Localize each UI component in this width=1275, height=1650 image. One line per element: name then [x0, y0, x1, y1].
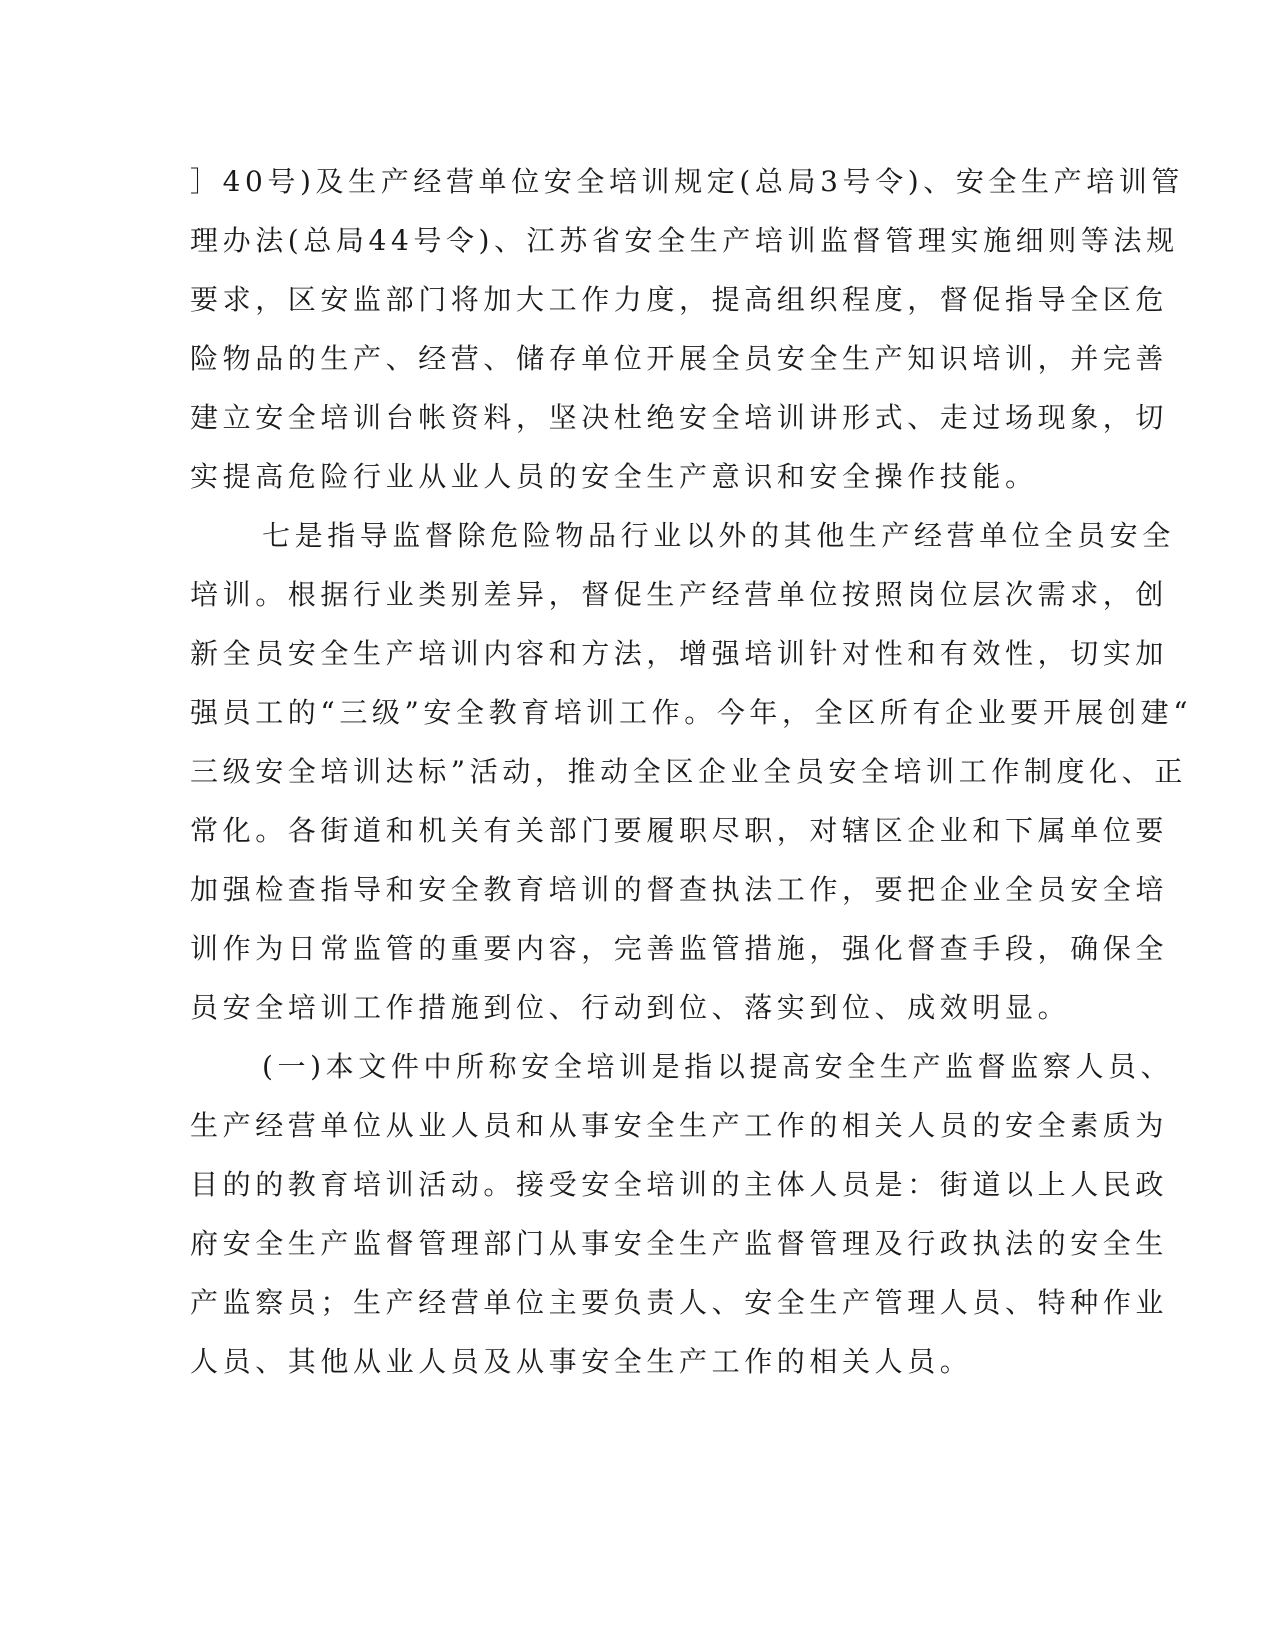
paragraph-2-line-1: 七是指导监督除危险物品行业以外的其他生产经营单位全员安全: [262, 519, 1175, 552]
paragraph-3-line-4: 府安全生产监督管理部门从事安全生产监督管理及行政执法的安全生: [190, 1227, 1169, 1260]
paragraph-2-line-9: 员安全培训工作措施到位、行动到位、落实到位、成效明显。: [190, 991, 1071, 1024]
paragraph-2-line-8: 训作为日常监管的重要内容，完善监管措施，强化督查手段，确保全: [190, 932, 1169, 965]
paragraph-3-line-1: (一)本文件中所称安全培训是指以提高安全生产监督监察人员、: [262, 1050, 1174, 1083]
paragraph-3-line-3: 目的的教育培训活动。接受安全培训的主体人员是：街道以上人民政: [190, 1168, 1169, 1201]
paragraph-2-line-4: 强员工的“三级”安全教育培训工作。今年，全区所有企业要开展创建“: [190, 696, 1193, 729]
paragraph-2-line-7: 加强检查指导和安全教育培训的督查执法工作，要把企业全员安全培: [190, 873, 1169, 906]
paragraph-2-line-5: 三级安全培训达标”活动，推动全区企业全员安全培训工作制度化、正: [190, 755, 1187, 788]
paragraph-1-line-2: 理办法(总局44号令)、江苏省安全生产培训监督管理实施细则等法规: [190, 224, 1179, 257]
paragraph-3-line-2: 生产经营单位从业人员和从事安全生产工作的相关人员的安全素质为: [190, 1109, 1169, 1142]
paragraph-1-line-1: ］40号)及生产经营单位安全培训规定(总局3号令)、安全生产培训管: [190, 165, 1185, 198]
paragraph-2-line-3: 新全员安全生产培训内容和方法，增强培训针对性和有效性，切实加: [190, 637, 1169, 670]
paragraph-3-line-6: 人员、其他从业人员及从事安全生产工作的相关人员。: [190, 1345, 973, 1378]
paragraph-1-line-3: 要求，区安监部门将加大工作力度，提高组织程度，督促指导全区危: [190, 283, 1169, 316]
paragraph-2-line-2: 培训。根据行业类别差异，督促生产经营单位按照岗位层次需求，创: [190, 578, 1169, 611]
paragraph-1-line-4: 险物品的生产、经营、储存单位开展全员安全生产知识培训，并完善: [190, 342, 1169, 375]
paragraph-1-line-6: 实提高危险行业从业人员的安全生产意识和安全操作技能。: [190, 460, 1038, 493]
paragraph-2-line-6: 常化。各街道和机关有关部门要履职尽职，对辖区企业和下属单位要: [190, 814, 1169, 847]
paragraph-3-line-5: 产监察员；生产经营单位主要负责人、安全生产管理人员、特种作业: [190, 1286, 1169, 1319]
paragraph-1-line-5: 建立安全培训台帐资料，坚决杜绝安全培训讲形式、走过场现象，切: [190, 401, 1169, 434]
